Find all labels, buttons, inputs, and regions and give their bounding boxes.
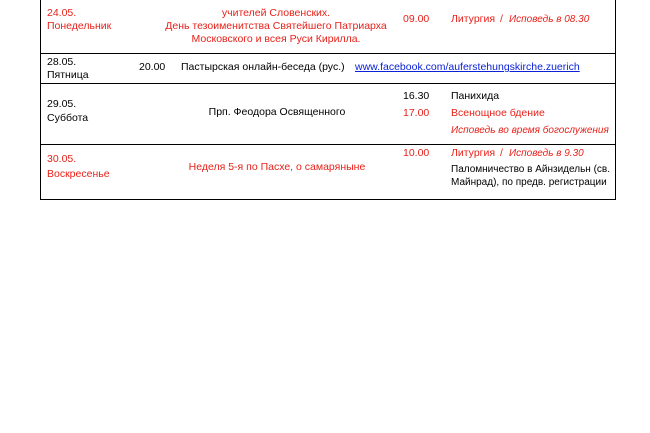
separator: / <box>500 147 503 159</box>
schedule-row-29-05 <box>41 83 615 144</box>
pilgrimage-line-2: Майнрад), по предв. регистрации <box>451 177 607 188</box>
facebook-link[interactable]: www.facebook.com/auferstehungskirche.zuerich <box>355 61 580 73</box>
row-date: 24.05. <box>47 7 77 19</box>
event-title: Пастырская онлайн-беседа (рус.) <box>181 61 345 73</box>
service-name-1: Панихида <box>451 90 500 102</box>
schedule-row-30-05 <box>41 144 615 200</box>
row-date: 28.05. <box>47 56 77 68</box>
row-weekday: Суббота <box>47 112 89 124</box>
row-time: 20.00 <box>139 61 166 73</box>
feast-line-3: Московского и всея Руси Кирилла. <box>191 33 361 45</box>
confession-note: Исповедь в 9.30 <box>509 148 584 159</box>
separator: / <box>500 13 503 25</box>
pilgrimage-line-1: Паломничество в Айнзидельн (св. <box>451 164 611 175</box>
row-time-1: 16.30 <box>403 90 430 102</box>
row-date: 29.05. <box>47 98 77 110</box>
schedule-table <box>40 0 616 200</box>
row-time: 09.00 <box>403 13 430 25</box>
service-name-2: Всенощное бдение <box>451 107 545 119</box>
row-date: 30.05. <box>47 153 77 165</box>
service-name: Литургия <box>451 13 496 25</box>
feast-title: Прп. Феодора Освященного <box>208 106 346 118</box>
feast-line-1: учителей Словенских. <box>221 7 331 19</box>
confession-note: Исповедь во время богослужения <box>451 125 609 136</box>
schedule-row-24-05 <box>41 0 615 53</box>
row-weekday: Пятница <box>47 69 89 81</box>
feast-line-2: День тезоименитства Святейшего Патриарха <box>165 20 387 32</box>
confession-note: Исповедь в 08.30 <box>509 14 590 25</box>
row-weekday: Воскресенье <box>47 168 110 180</box>
feast-title: Неделя 5-я по Пасхе, о самаряныне <box>188 161 366 173</box>
schedule-row-28-05 <box>41 53 615 83</box>
row-weekday: Понедельник <box>47 20 112 32</box>
row-time: 10.00 <box>403 147 430 159</box>
row-time-2: 17.00 <box>403 107 430 119</box>
service-name: Литургия <box>451 147 496 159</box>
